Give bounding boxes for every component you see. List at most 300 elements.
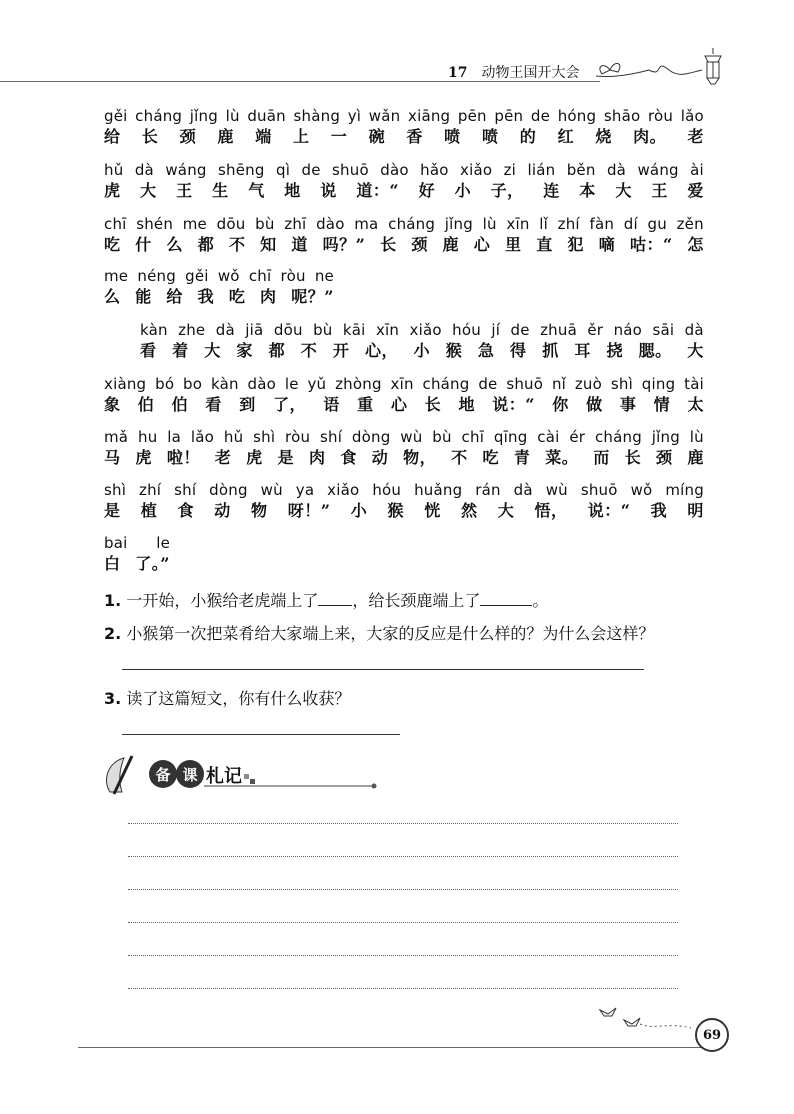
pinyin-syllable: chī: [248, 267, 272, 285]
hanzi-char: 动: [371, 448, 389, 467]
pinyin-syllable: jǐng: [444, 215, 473, 233]
butterfly-icon: [600, 63, 620, 74]
passage-line-2: [104, 160, 704, 202]
hanzi-char: 挠: [606, 341, 623, 360]
pinyin-syllable: dòng: [209, 481, 248, 499]
hanzi-char: 植: [140, 501, 158, 520]
pinyin-syllable: de: [301, 161, 321, 179]
hanzi-char: 急: [477, 341, 495, 360]
pinyin-syllable: zhī: [284, 215, 307, 233]
page-number: 69: [695, 1018, 729, 1052]
hanzi-char: 肉。: [633, 127, 667, 146]
butterfly-lantern-decoration: [594, 48, 734, 88]
pinyin-row: [104, 480, 704, 500]
hanzi-char: 白: [104, 554, 121, 573]
passage-line-3: [104, 214, 704, 256]
pinyin-syllable: dòng: [351, 428, 391, 446]
pinyin-syllable: rán: [475, 481, 501, 499]
pinyin-syllable: bù: [313, 321, 333, 339]
hanzi-char: 都: [197, 235, 215, 254]
pinyin-syllable: zi: [503, 161, 517, 179]
hanzi-char: 上: [292, 127, 310, 146]
pinyin-syllable: bai: [104, 534, 128, 552]
hanzi-char: 里: [505, 235, 522, 254]
pinyin-syllable: cháng: [388, 215, 436, 233]
hanzi-char: 给: [104, 127, 121, 146]
hanzi-char: 吃: [104, 235, 121, 254]
pinyin-syllable: ne: [314, 267, 334, 285]
hanzi-char: 连: [543, 181, 560, 200]
pinyin-syllable: xiàng: [104, 375, 147, 393]
hanzi-row: [104, 234, 704, 256]
pinyin-syllable: ròu: [648, 107, 674, 125]
hanzi-char: 喷: [481, 127, 499, 146]
hanzi-char: 青: [513, 448, 531, 467]
pinyin-syllable: yǔ: [307, 375, 327, 393]
hanzi-char: 大: [687, 341, 704, 360]
pinyin-syllable: mǎ: [104, 428, 129, 446]
pinyin-syllable: la: [167, 428, 182, 446]
hanzi-row: [104, 126, 704, 148]
hanzi-char: 碗: [368, 127, 386, 146]
hanzi-char: 看: [205, 395, 222, 414]
pinyin-syllable: hǔ: [223, 428, 244, 446]
pinyin-syllable: qīng: [493, 428, 528, 446]
pinyin-syllable: wǎn: [368, 107, 401, 125]
pinyin-syllable: dí: [623, 215, 638, 233]
hanzi-char: 端: [255, 127, 272, 146]
hanzi-char: 伯: [171, 395, 189, 414]
pinyin-syllable: le: [284, 375, 299, 393]
pinyin-syllable: hóng: [557, 107, 597, 125]
hanzi-char: 食: [177, 501, 195, 520]
hanzi-char: 小: [413, 341, 431, 360]
pinyin-syllable: huǎng: [414, 481, 463, 499]
hanzi-char: 地: [458, 395, 475, 414]
hanzi-char: 大: [615, 181, 632, 200]
pinyin-syllable: de: [510, 321, 530, 339]
hanzi-char: 不: [228, 235, 246, 254]
pinyin-syllable: jí: [491, 321, 501, 339]
hanzi-char: 颈: [411, 235, 428, 254]
hanzi-char: 心: [473, 235, 491, 254]
question-text: ，给长颈鹿端上了: [352, 591, 481, 610]
passage-line-7: [104, 427, 704, 469]
hanzi-row: [104, 180, 704, 202]
hanzi-char: 心: [390, 395, 408, 414]
passage-line-1: [104, 106, 704, 148]
pinyin-syllable: jǐng: [651, 428, 680, 446]
pinyin-syllable: cháng: [135, 107, 183, 125]
hanzi-char: 的: [519, 127, 537, 146]
pinyin-syllable: shí: [319, 428, 343, 446]
pinyin-syllable: shàng: [293, 107, 341, 125]
notes-line[interactable]: [128, 922, 678, 923]
pinyin-syllable: lián: [527, 161, 556, 179]
passage-line-8: [104, 480, 704, 522]
hanzi-char: 地: [284, 181, 301, 200]
hanzi-char: 烧: [595, 127, 612, 146]
hanzi-char: 情: [653, 395, 671, 414]
pinyin-syllable: bù: [432, 428, 452, 446]
pinyin-syllable: ròu: [280, 267, 306, 285]
pinyin-syllable: kàn: [140, 321, 168, 339]
hanzi-char: 能: [135, 287, 152, 306]
pinyin-syllable: wǒ: [217, 267, 240, 285]
pinyin-syllable: pēn: [457, 107, 487, 125]
pinyin-syllable: kàn: [210, 375, 239, 393]
pinyin-syllable: ài: [690, 161, 704, 179]
pinyin-syllable: lǐ: [539, 215, 548, 233]
hanzi-char: 耳: [574, 341, 591, 360]
notes-line[interactable]: [128, 988, 678, 989]
hanzi-char: 长: [380, 235, 397, 254]
pinyin-syllable: sāi: [652, 321, 675, 339]
pinyin-syllable: xīn: [506, 215, 530, 233]
pinyin-syllable: qì: [276, 161, 291, 179]
notes-line[interactable]: [128, 955, 678, 956]
question-number: 1.: [104, 591, 122, 610]
hanzi-char: 老: [214, 448, 232, 467]
hanzi-char: 肉: [260, 287, 277, 306]
hanzi-char: 猴: [445, 341, 463, 360]
pinyin-syllable: dà: [215, 321, 235, 339]
hanzi-char: 动: [214, 501, 231, 520]
pinyin-row: [104, 106, 704, 126]
pinyin-syllable: wáng: [637, 161, 679, 179]
hanzi-char: 鹿: [217, 127, 234, 146]
hanzi-char: 肉: [308, 448, 326, 467]
hanzi-char: 啦！: [166, 448, 200, 467]
hanzi-char: 虎: [246, 448, 263, 467]
hanzi-char: 是: [277, 448, 295, 467]
hanzi-char: 大: [140, 181, 157, 200]
pinyin-syllable: shuō: [506, 375, 544, 393]
passage-line-9: [104, 533, 170, 575]
pinyin-syllable: wù: [260, 481, 283, 499]
hanzi-char: 都: [268, 341, 286, 360]
passage-line-6: [104, 374, 704, 416]
pinyin-syllable: hóu: [452, 321, 481, 339]
pinyin-syllable: zěn: [676, 215, 704, 233]
pinyin-syllable: ér: [569, 428, 586, 446]
hanzi-char: 犯: [567, 235, 584, 254]
pinyin-syllable: hu: [138, 428, 158, 446]
pinyin-syllable: me: [104, 267, 129, 285]
pinyin-syllable: tài: [684, 375, 704, 393]
hanzi-char: 到: [239, 395, 256, 414]
pinyin-row: [140, 320, 704, 340]
answer-line[interactable]: [122, 669, 644, 670]
hanzi-char: 不: [300, 341, 318, 360]
hanzi-char: 长: [624, 448, 642, 467]
pinyin-row: [104, 533, 170, 553]
pinyin-syllable: shuō: [332, 161, 369, 179]
notes-badge-1: 备: [155, 766, 171, 784]
pinyin-syllable: bo: [183, 375, 203, 393]
birds-decoration: [596, 1002, 696, 1032]
question-1: [104, 588, 548, 611]
hanzi-row: [104, 553, 170, 575]
hanzi-char: 吃: [228, 287, 246, 306]
pinyin-syllable: dōu: [273, 321, 303, 339]
pinyin-syllable: pēn: [494, 107, 524, 125]
hanzi-char: 小: [350, 501, 368, 520]
hanzi-char: 而: [593, 448, 610, 467]
hanzi-char: 呀！”: [287, 501, 331, 520]
hanzi-char: 王: [651, 181, 668, 200]
hanzi-char: 了，: [272, 395, 306, 414]
pinyin-syllable: shí: [174, 481, 197, 499]
hanzi-char: 虎: [135, 448, 152, 467]
hanzi-char: 道：“: [356, 181, 400, 200]
pinyin-syllable: lǎo: [680, 107, 704, 125]
hanzi-char: 太: [687, 395, 704, 414]
pinyin-row: [104, 266, 334, 286]
hanzi-char: 做: [586, 395, 603, 414]
pinyin-syllable: dà: [134, 161, 154, 179]
hanzi-char: 咕：“: [629, 235, 673, 254]
lesson-number: 17: [448, 65, 468, 81]
pinyin-syllable: shēng: [218, 161, 265, 179]
hanzi-char: 大: [204, 341, 221, 360]
hanzi-char: 物，: [403, 448, 437, 467]
hanzi-char: 是: [104, 501, 121, 520]
pinyin-syllable: shén: [136, 215, 174, 233]
hanzi-char: 了。”: [135, 554, 170, 573]
hanzi-char: 气: [248, 181, 265, 200]
hanzi-char: 物: [251, 501, 268, 520]
hanzi-char: 一: [330, 127, 348, 146]
pinyin-syllable: běn: [566, 161, 596, 179]
pinyin-syllable: de: [478, 375, 498, 393]
hanzi-char: 悟，: [534, 501, 568, 520]
hanzi-char: 语: [323, 395, 340, 414]
hanzi-char: 腮。: [638, 341, 672, 360]
pinyin-syllable: xīn: [390, 375, 414, 393]
hanzi-char: 老: [687, 127, 704, 146]
hanzi-char: 香: [406, 127, 423, 146]
answer-line[interactable]: [122, 734, 400, 735]
hanzi-char: 抓: [542, 341, 559, 360]
pinyin-row: [104, 160, 704, 180]
pinyin-syllable: wù: [545, 481, 568, 499]
pinyin-syllable: dà: [684, 321, 704, 339]
notes-header: [100, 752, 390, 802]
hanzi-char: 知: [260, 235, 277, 254]
hanzi-char: 爱: [687, 181, 704, 200]
hanzi-char: 事: [619, 395, 637, 414]
notes-line[interactable]: [128, 856, 678, 857]
hanzi-char: 鹿: [687, 448, 704, 467]
notes-line[interactable]: [128, 823, 678, 824]
footer-rule: [78, 1047, 718, 1048]
hanzi-char: 心，: [364, 341, 398, 360]
pinyin-syllable: de: [530, 107, 551, 125]
pinyin-syllable: dà: [513, 481, 533, 499]
pinyin-syllable: ma: [354, 215, 379, 233]
lantern-icon: [705, 48, 721, 84]
hanzi-char: 好: [418, 181, 436, 200]
hanzi-char: 你: [552, 395, 569, 414]
pinyin-syllable: zhe: [178, 321, 206, 339]
pinyin-syllable: xīn: [375, 321, 400, 339]
hanzi-char: 恍: [424, 501, 441, 520]
passage-line-5: [140, 320, 704, 362]
hanzi-char: 鹿: [442, 235, 460, 254]
hanzi-char: 伯: [137, 395, 155, 414]
pinyin-syllable: néng: [137, 267, 176, 285]
pinyin-syllable: fàn: [589, 215, 615, 233]
pinyin-syllable: me: [182, 215, 207, 233]
pinyin-syllable: zhí: [557, 215, 580, 233]
notes-line[interactable]: [128, 889, 678, 890]
hanzi-char: 我: [650, 501, 668, 520]
question-number: 3.: [104, 689, 122, 708]
hanzi-char: 明: [687, 501, 704, 520]
hanzi-char: 我: [197, 287, 215, 306]
pinyin-syllable: xiǎo: [327, 481, 360, 499]
hanzi-char: 长: [141, 127, 159, 146]
hanzi-char: 颈: [656, 448, 673, 467]
answer-blank[interactable]: [480, 589, 532, 606]
brush-notes-icon: [100, 752, 390, 802]
pinyin-syllable: shāo: [603, 107, 641, 125]
hanzi-char: 象: [104, 395, 121, 414]
pinyin-syllable: chī: [104, 215, 127, 233]
question-text: 。: [532, 591, 549, 610]
pinyin-row: [104, 427, 704, 447]
pinyin-syllable: zuò: [574, 375, 603, 393]
pinyin-syllable: ròu: [285, 428, 311, 446]
pinyin-syllable: zhí: [139, 481, 162, 499]
pinyin-syllable: shuō: [580, 481, 618, 499]
question-number: 2.: [104, 624, 122, 643]
hanzi-char: 道: [291, 235, 308, 254]
passage-line-4: [104, 266, 334, 308]
pinyin-syllable: bù: [255, 215, 275, 233]
pinyin-syllable: chī: [461, 428, 485, 446]
hanzi-char: 吗？”: [322, 235, 366, 254]
question-text: 一开始，小猴给老虎端上了: [126, 591, 319, 610]
pinyin-syllable: hǎo: [420, 161, 449, 179]
hanzi-char: 虎: [104, 181, 121, 200]
pinyin-syllable: gěi: [104, 107, 128, 125]
pinyin-syllable: hǔ: [104, 161, 124, 179]
hanzi-char: 长: [424, 395, 442, 414]
hanzi-char: 喷: [444, 127, 461, 146]
hanzi-char: 子，: [490, 181, 524, 200]
answer-blank[interactable]: [318, 589, 352, 606]
hanzi-char: 看: [140, 341, 157, 360]
hanzi-char: 大: [497, 501, 515, 520]
lesson-title: 动物王国开大会: [481, 65, 580, 81]
pinyin-syllable: lǎo: [190, 428, 215, 446]
hanzi-char: 不: [451, 448, 468, 467]
pinyin-syllable: cháng: [422, 375, 470, 393]
hanzi-char: 么: [166, 235, 183, 254]
hanzi-row: [104, 500, 704, 522]
hanzi-char: 家: [236, 341, 253, 360]
hanzi-char: 说：“: [587, 501, 631, 520]
question-text: 读了这篇短文，你有什么收获？: [126, 689, 351, 708]
hanzi-char: 么: [104, 287, 121, 306]
hanzi-char: 着: [172, 341, 189, 360]
hanzi-char: 呢？”: [291, 287, 334, 306]
hanzi-char: 猴: [387, 501, 404, 520]
pinyin-syllable: zhòng: [335, 375, 382, 393]
pinyin-syllable: lù: [689, 428, 704, 446]
pinyin-syllable: dà: [606, 161, 627, 179]
hanzi-char: 食: [340, 448, 357, 467]
pinyin-syllable: dào: [380, 161, 409, 179]
hanzi-char: 生: [212, 181, 229, 200]
pinyin-syllable: wáng: [165, 161, 207, 179]
hanzi-char: 嘀: [598, 235, 616, 254]
hanzi-char: 重: [357, 395, 374, 414]
hanzi-char: 得: [510, 341, 527, 360]
hanzi-char: 红: [557, 127, 575, 146]
pinyin-syllable: shì: [610, 375, 633, 393]
hanzi-char: 颈: [179, 127, 197, 146]
pinyin-syllable: wù: [400, 428, 423, 446]
pinyin-syllable: bó: [155, 375, 175, 393]
pinyin-syllable: jiā: [245, 321, 264, 339]
pinyin-syllable: hóu: [372, 481, 402, 499]
pinyin-syllable: kāi: [342, 321, 366, 339]
hanzi-char: 然: [460, 501, 478, 520]
pinyin-syllable: shì: [253, 428, 276, 446]
hanzi-row: [140, 340, 704, 362]
pinyin-syllable: xiǎo: [409, 321, 442, 339]
notes-badge-2: 课: [182, 766, 198, 784]
hanzi-char: 说: [320, 181, 337, 200]
pinyin-syllable: náo: [613, 321, 643, 339]
pinyin-syllable: jǐng: [189, 107, 218, 125]
pinyin-syllable: gu: [647, 215, 667, 233]
pinyin-syllable: xiāng: [408, 107, 451, 125]
pinyin-syllable: duān: [247, 107, 286, 125]
pinyin-syllable: gěi: [185, 267, 209, 285]
pinyin-syllable: cài: [537, 428, 560, 446]
hanzi-char: 说：“: [492, 395, 535, 414]
hanzi-char: 开: [332, 341, 350, 360]
hanzi-char: 马: [104, 448, 121, 467]
hanzi-char: 菜。: [545, 448, 579, 467]
hanzi-char: 本: [579, 181, 596, 200]
hanzi-char: 王: [176, 181, 193, 200]
pinyin-syllable: míng: [665, 481, 704, 499]
pinyin-syllable: wǒ: [630, 481, 653, 499]
hanzi-char: 什: [135, 235, 152, 254]
hanzi-row: [104, 394, 704, 416]
lesson-header: [448, 62, 579, 82]
pinyin-syllable: lù: [482, 215, 497, 233]
pinyin-syllable: nǐ: [551, 375, 567, 393]
pinyin-syllable: ya: [295, 481, 315, 499]
pinyin-row: [104, 214, 704, 234]
notes-title: 札记: [206, 766, 242, 787]
hanzi-char: 给: [166, 287, 183, 306]
hanzi-row: [104, 286, 334, 308]
pinyin-syllable: dōu: [216, 215, 246, 233]
hanzi-row: [104, 447, 704, 469]
pinyin-row: [104, 374, 704, 394]
pinyin-syllable: shì: [104, 481, 127, 499]
hanzi-char: 小: [454, 181, 472, 200]
pinyin-syllable: zhuā: [540, 321, 577, 339]
hanzi-char: 吃: [482, 448, 499, 467]
